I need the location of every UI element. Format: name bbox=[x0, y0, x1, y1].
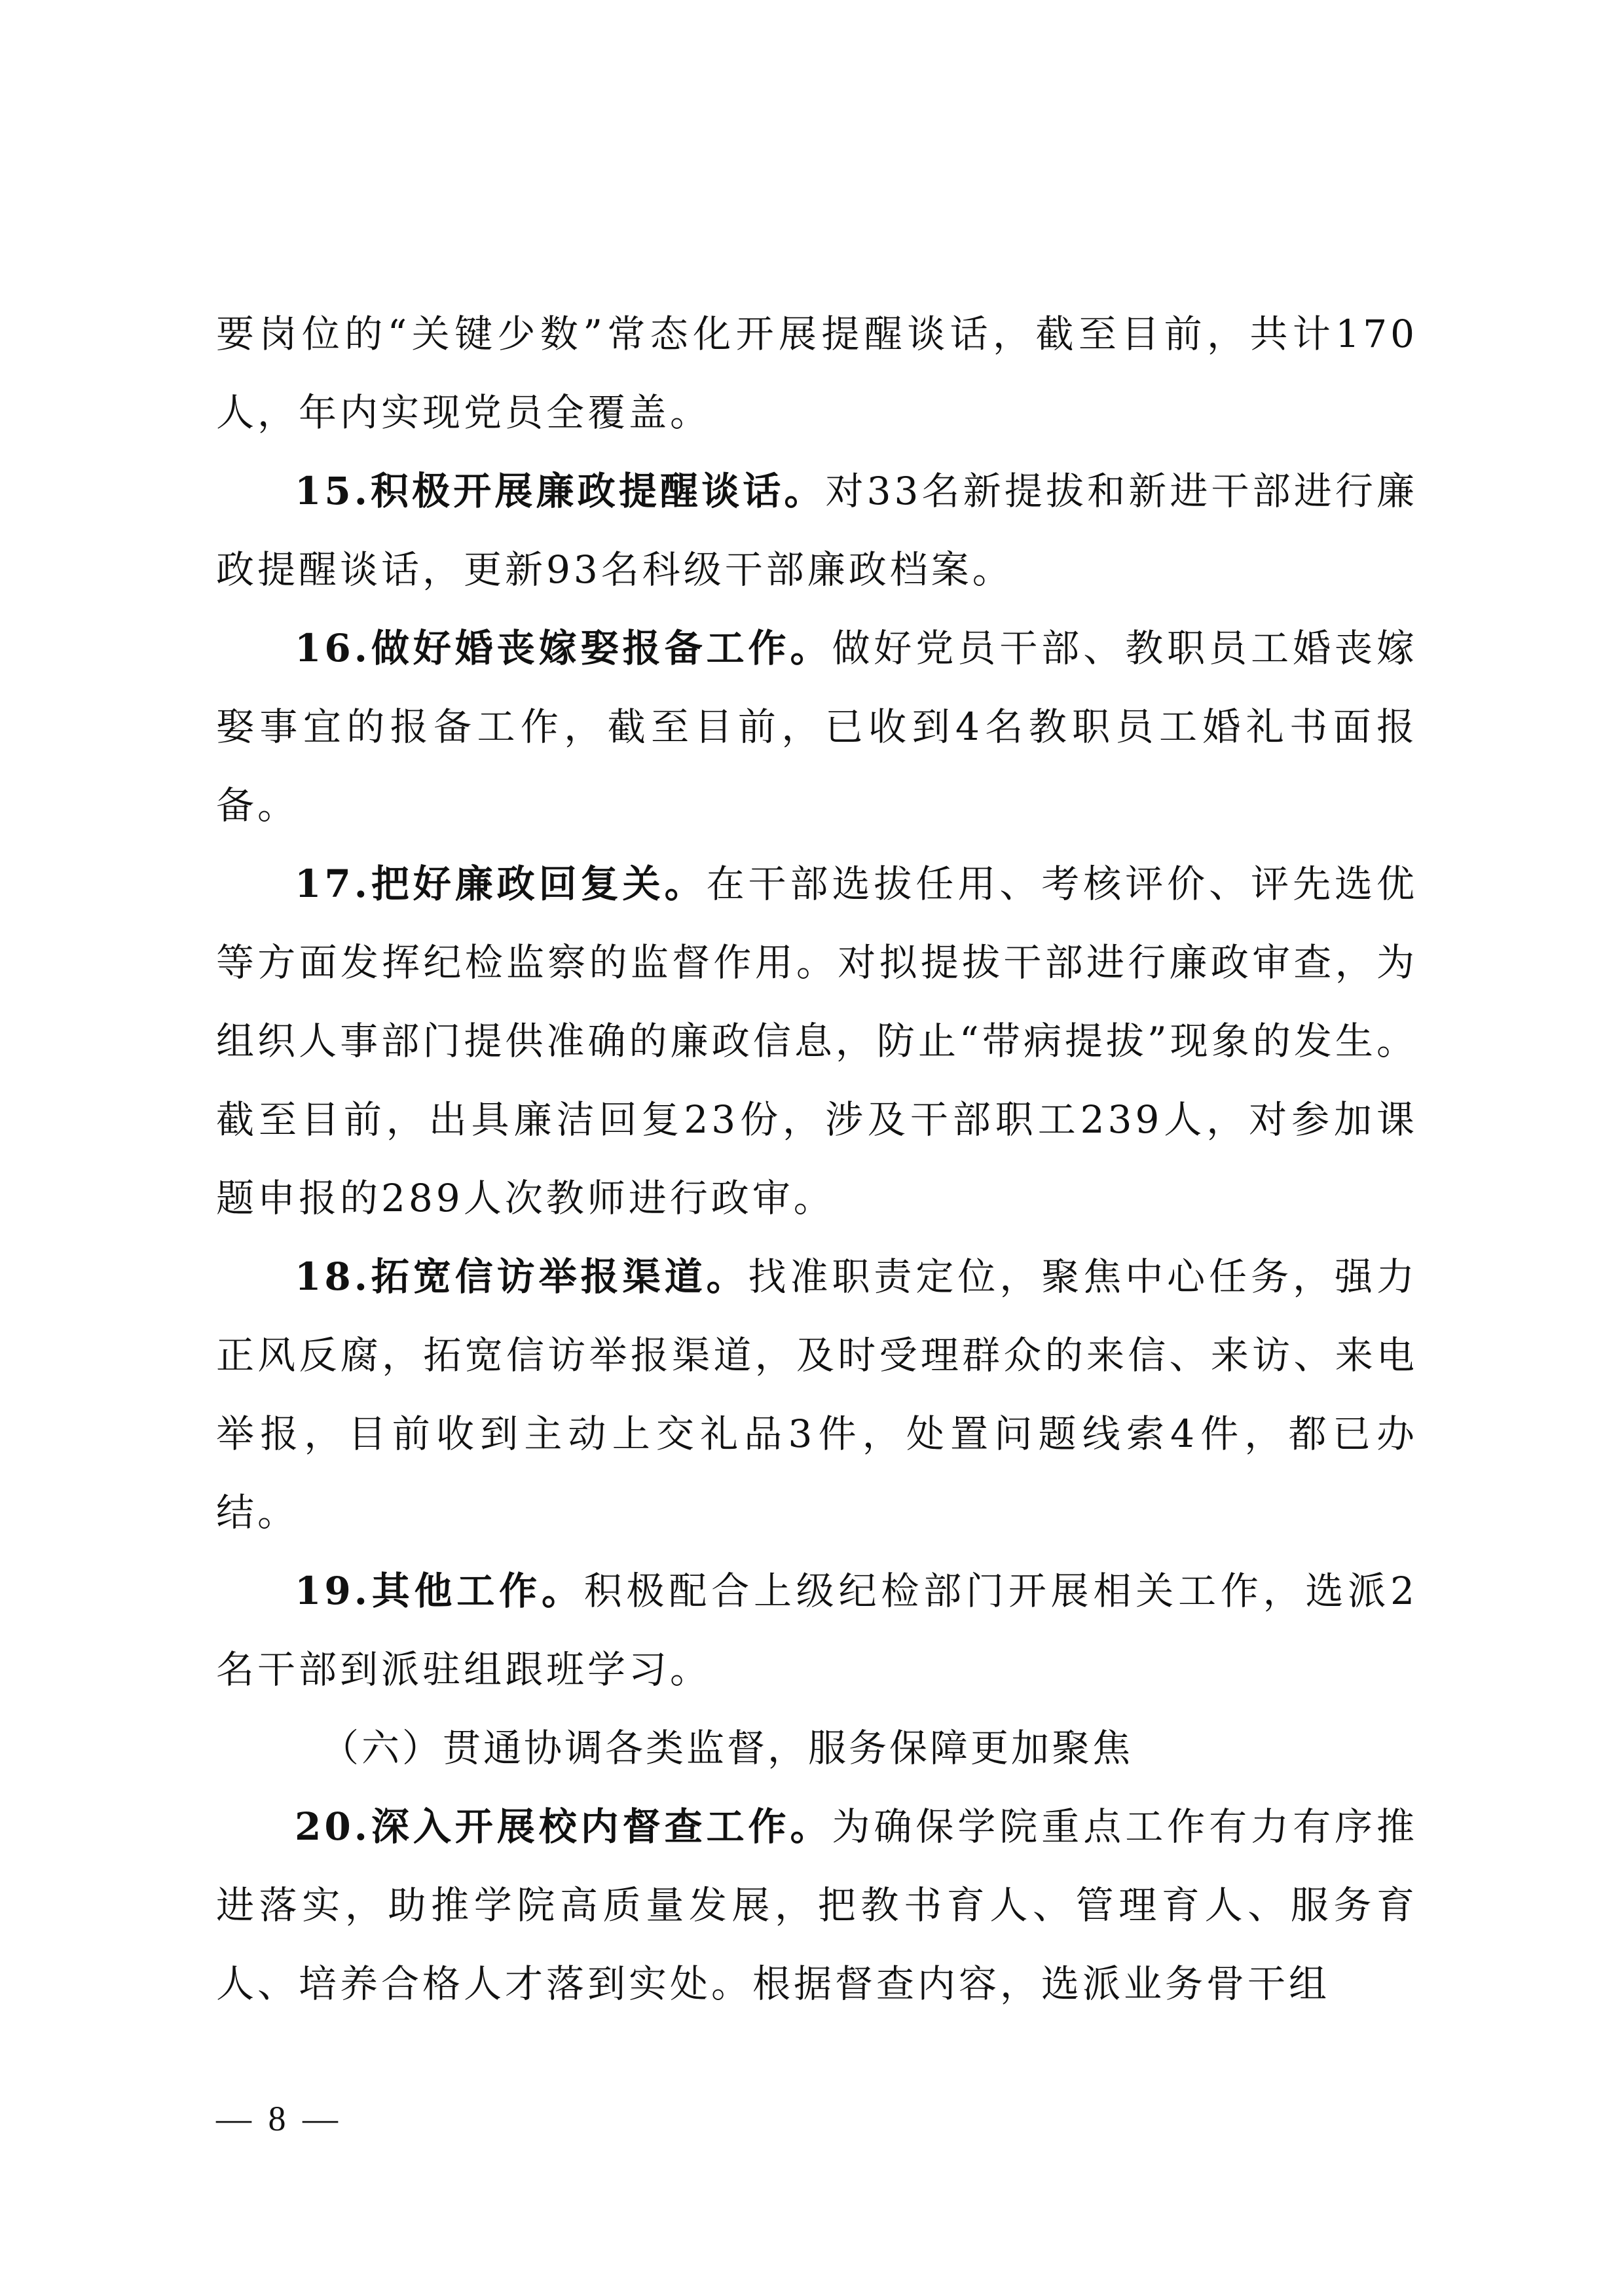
item-15-body: 对33名新提拔和新进干部进行廉政提醒谈话，更新93名科级干部廉政档案。 bbox=[216, 469, 1418, 592]
continuation-paragraph: 要岗位的“关键少数”常态化开展提醒谈话，截至目前，共计170人，年内实现党员全覆盖。 bbox=[216, 312, 1418, 435]
item-19-paragraph bbox=[216, 1552, 1418, 1709]
item-17-body: 在干部选拔任用、考核评价、评先选优等方面发挥纪检监察的监督作用。对拟提拔干部进行廉政审查，为组织人事部门提供准确的廉政信息，防止“带病提拔”现象的发生。截至目前，出具廉洁回复23份，涉及干部职工239人，对参加课题申报的289人次教师进行政审。 bbox=[216, 862, 1418, 1220]
item-16-paragraph bbox=[216, 609, 1418, 845]
item-20-body: 为确保学院重点工作有力有序推进落实，助推学院高质量发展，把教书育人、管理育人、服务育人、培养合格人才落到实处。根据督查内容，选派业务骨干组 bbox=[216, 1804, 1418, 2006]
item-17-paragraph bbox=[216, 845, 1418, 1237]
item-15-heading: 15.积极开展廉政提醒谈话。 bbox=[295, 469, 826, 513]
item-19-body: 积极配合上级纪检部门开展相关工作，选派2名干部到派驻组跟班学习。 bbox=[216, 1569, 1418, 1692]
item-17-heading: 17.把好廉政回复关。 bbox=[295, 862, 707, 906]
item-16-heading: 16.做好婚丧嫁娶报备工作。 bbox=[295, 626, 832, 670]
item-18-body: 找准职责定位，聚焦中心任务，强力正风反腐，拓宽信访举报渠道，及时受理群众的来信、来访、来电举报，目前收到主动上交礼品3件，处置问题线索4件，都已办结。 bbox=[216, 1254, 1418, 1535]
item-20-heading: 20.深入开展校内督查工作。 bbox=[295, 1804, 832, 1849]
item-16-body: 做好党员干部、教职员工婚丧嫁娶事宜的报备工作，截至目前，已收到4名教职员工婚礼书面报备。 bbox=[216, 626, 1418, 828]
item-18-heading: 18.拓宽信访举报渠道。 bbox=[295, 1254, 748, 1299]
item-19-heading: 19.其他工作。 bbox=[295, 1569, 584, 1613]
item-20-paragraph bbox=[216, 1787, 1418, 2023]
page-number: — 8 — bbox=[216, 2099, 342, 2138]
item-18-paragraph bbox=[216, 1237, 1418, 1552]
item-15-paragraph bbox=[216, 452, 1418, 609]
section-title: （六）贯通协调各类监督，服务保障更加聚焦 bbox=[321, 1726, 1134, 1770]
document-body bbox=[216, 295, 1418, 2023]
